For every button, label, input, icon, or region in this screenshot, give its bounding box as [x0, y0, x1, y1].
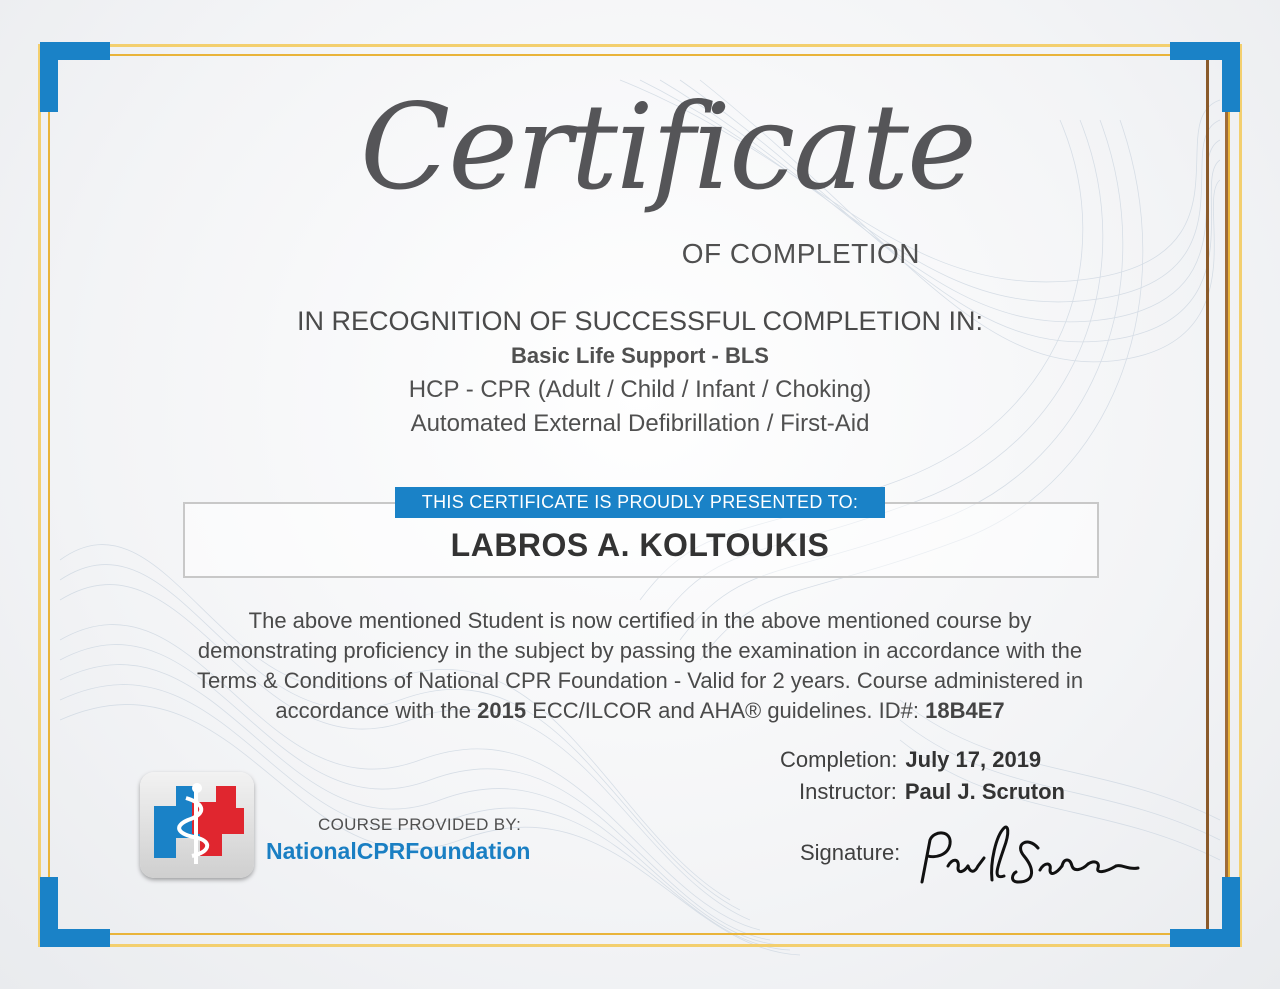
certificate-title: Certificate: [360, 78, 975, 216]
signature-image: [912, 822, 1152, 892]
statement-line-1: The above mentioned Student is now certified in the above mentioned course by: [248, 608, 1032, 633]
provider-name: NationalCPRFoundation: [266, 838, 531, 864]
recognition-heading: IN RECOGNITION OF SUCCESSFUL COMPLETION IN:: [296, 306, 984, 336]
instructor-row: [799, 779, 1065, 805]
corner-bottom-left: [40, 877, 110, 947]
instructor-label: Instructor:: [799, 779, 897, 804]
statement-line-4-pre: accordance with the: [275, 698, 472, 723]
completion-date: July 17, 2019: [905, 747, 1042, 772]
statement-line-4-mid: ECC/ILCOR and AHA® guidelines. ID#:: [532, 698, 919, 723]
corner-bottom-right: [1170, 877, 1240, 947]
course-detail-2: Automated External Defibrillation / First-Aid: [410, 410, 870, 437]
certification-statement: [110, 606, 1170, 726]
medical-cross-caduceus-icon: [140, 772, 254, 878]
signature-label: Signature:: [800, 840, 901, 865]
completion-row: [780, 747, 1041, 773]
corner-top-right: [1170, 42, 1240, 112]
guideline-year: 2015: [477, 698, 527, 723]
statement-line-2: demonstrating proficiency in the subject by passing the examination in accordance with the: [197, 638, 1083, 663]
course-detail-1: HCP - CPR (Adult / Child / Infant / Choking): [408, 376, 872, 403]
instructor-name: Paul J. Scruton: [904, 779, 1065, 804]
provider-logo: [140, 772, 254, 878]
course-title: Basic Life Support - BLS: [511, 343, 769, 368]
presented-to-banner: THIS CERTIFICATE IS PROUDLY PRESENTED TO:: [395, 487, 885, 518]
statement-line-3: Terms & Conditions of National CPR Foundation - Valid for 2 years. Course administered in: [196, 668, 1084, 693]
certificate-subtitle: OF COMPLETION: [681, 238, 920, 269]
recipient-name: LABROS A. KOLTOUKIS: [450, 527, 830, 563]
brown-side-frame: [1206, 44, 1228, 941]
statement-line-4: [110, 696, 1170, 726]
provided-by-label: COURSE PROVIDED BY:: [318, 815, 522, 834]
corner-top-left: [40, 42, 110, 112]
completion-label: Completion:: [780, 747, 898, 772]
certificate-id: 18B4E7: [925, 698, 1005, 723]
